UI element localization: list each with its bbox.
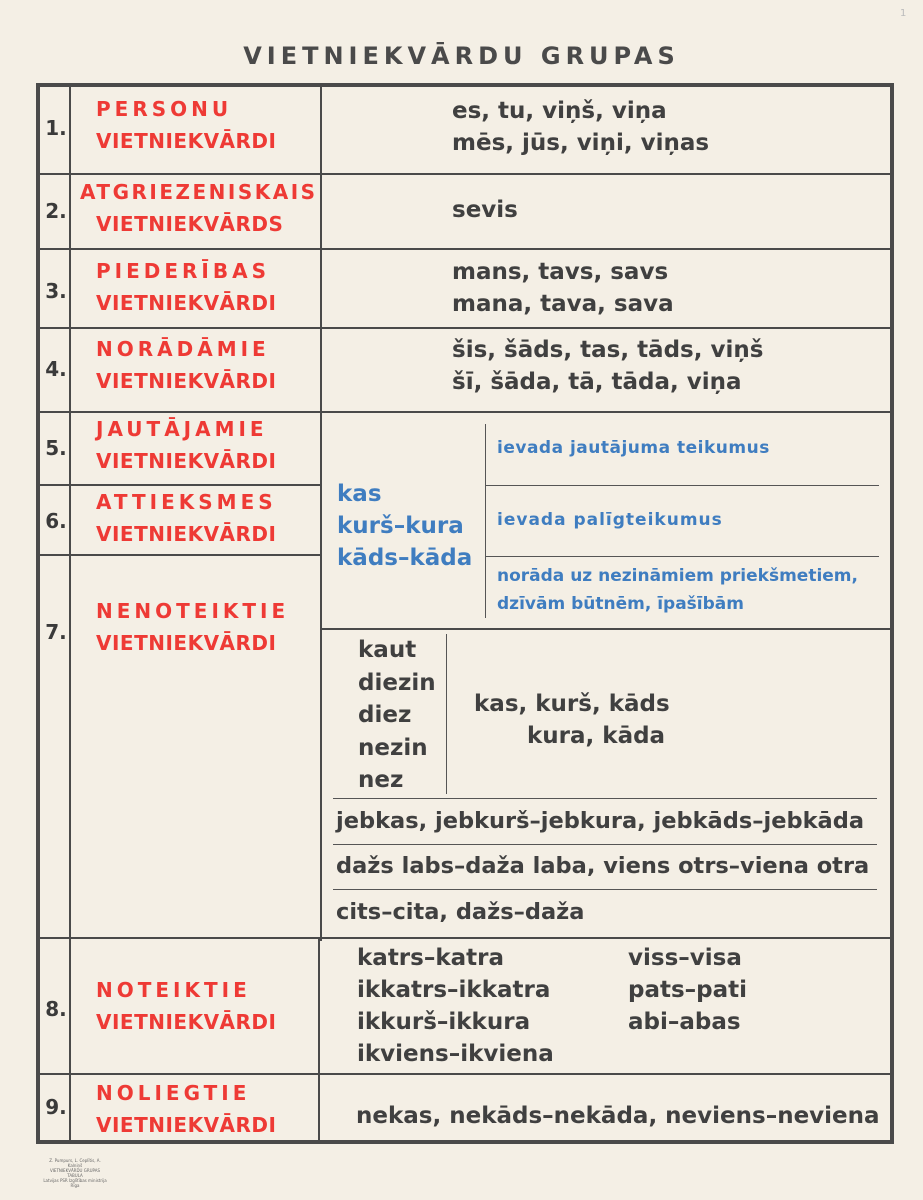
category-type: VIETNIEKVĀRDI	[96, 631, 277, 655]
prefix: nez	[358, 767, 404, 793]
row-number: 7.	[45, 620, 67, 644]
shared-block-bottom	[320, 628, 892, 630]
row-number: 2.	[45, 199, 67, 223]
category-type: VIETNIEKVĀRDS	[96, 212, 284, 236]
category-column-divider-bottom	[318, 939, 320, 1140]
indefinite-separator-1	[333, 798, 877, 799]
definite-word: ikkatrs–ikkatra	[357, 977, 551, 1003]
category-name: NOLIEGTIE	[96, 1081, 251, 1105]
example-line: sevis	[452, 197, 518, 223]
definite-word: ikkurš–ikkura	[357, 1009, 531, 1035]
row-separator-8	[40, 1073, 892, 1075]
row-number: 9.	[45, 1095, 67, 1119]
category-label	[96, 1077, 276, 1141]
category-label	[96, 333, 276, 397]
shared-word: kurš–kura	[337, 513, 464, 539]
footer-line: Z. Pumpurs, L. Ceplītis, A. Kalniņš	[49, 1158, 101, 1168]
category-type: VIETNIEKVĀRDI	[96, 291, 277, 315]
use-relative: ievada palīgteikumus	[497, 510, 723, 530]
category-label	[96, 486, 277, 550]
row-separator-3	[40, 327, 892, 329]
row-separator-2	[40, 248, 892, 250]
category-type: VIETNIEKVĀRDI	[96, 369, 277, 393]
category-name: NORĀDĀMIE	[96, 337, 270, 361]
footer-line: VIETNIEKVĀRDU GRUPAS TABULA	[50, 1168, 100, 1178]
category-name: ATGRIEZENISKAIS	[80, 180, 318, 204]
definite-word: abi–abas	[628, 1009, 741, 1035]
example-line: mēs, jūs, viņi, viņas	[452, 130, 710, 156]
category-label	[96, 93, 276, 157]
row-number: 4.	[45, 357, 67, 381]
prefix: kaut	[358, 637, 417, 663]
number-column-divider	[69, 87, 71, 1140]
category-label	[96, 974, 276, 1038]
category-name: PERSONU	[96, 97, 233, 121]
examples	[452, 334, 763, 398]
row-separator-7	[40, 937, 892, 939]
category-type: VIETNIEKVĀRDI	[96, 129, 277, 153]
definite-word: katrs–katra	[357, 945, 505, 971]
shared-words	[337, 478, 472, 574]
example-line: šis, šāds, tas, tāds, viņš	[452, 337, 764, 363]
category-name: NOTEIKTIE	[96, 978, 251, 1002]
definite-word: pats–pati	[628, 977, 748, 1003]
row-separator-1	[40, 173, 892, 175]
use-interrogative: ievada jautājuma teikumus	[497, 438, 770, 458]
example-line: mans, tavs, savs	[452, 259, 669, 285]
examples	[452, 194, 518, 226]
row-separator-6	[40, 554, 320, 556]
example-line: mana, tava, sava	[452, 291, 674, 317]
row-number: 3.	[45, 279, 67, 303]
shared-word: kāds–kāda	[337, 545, 473, 571]
category-type: VIETNIEKVĀRDI	[96, 1010, 277, 1034]
category-name: ATTIEKSMES	[96, 490, 277, 514]
corner-mark: 1	[900, 8, 907, 19]
example-line: šī, šāda, tā, tāda, viņa	[452, 369, 742, 395]
example-line: nekas, nekāds–nekāda, neviens–neviena	[356, 1103, 880, 1129]
prefix: diez	[358, 702, 412, 728]
prefix-divider	[446, 634, 447, 794]
indefinite-separator-3	[333, 889, 877, 890]
definite-word: viss–visa	[628, 945, 742, 971]
row-number: 8.	[45, 997, 67, 1021]
definite-word: ikviens–ikviena	[357, 1041, 554, 1067]
use-indefinite-2: dzīvām būtnēm, īpašībām	[497, 594, 744, 614]
use-indefinite-1: norāda uz nezināmiem priekšmetiem,	[497, 566, 858, 586]
category-name: JAUTĀJAMIE	[96, 417, 268, 441]
examples	[452, 95, 709, 159]
category-type: VIETNIEKVĀRDI	[96, 1113, 277, 1137]
examples	[452, 256, 674, 320]
page-title: VIETNIEKVĀRDU GRUPAS	[243, 42, 680, 70]
publisher-info	[42, 1158, 108, 1188]
row-number: 5.	[45, 436, 67, 460]
category-label	[80, 176, 318, 240]
category-type: VIETNIEKVĀRDI	[96, 449, 277, 473]
indefinite-base-1: kas, kurš, kāds	[474, 691, 670, 717]
indefinite-separator-2	[333, 844, 877, 845]
category-label	[96, 255, 276, 319]
footer-line: Rīga	[70, 1183, 80, 1188]
category-name: NENOTEIKTIE	[96, 599, 290, 623]
use-separator-2	[485, 556, 879, 557]
definite-left	[357, 942, 554, 1070]
indefinite-line: cits–cita, dažs–daža	[336, 899, 585, 925]
row-number: 6.	[45, 509, 67, 533]
row-number: 1.	[45, 116, 67, 140]
indefinite-base-2: kura, kāda	[527, 723, 666, 749]
category-label	[96, 595, 289, 659]
indefinite-line: jebkas, jebkurš–jebkura, jebkāds–jebkāda	[336, 808, 865, 834]
definite-right	[628, 942, 747, 1038]
example-line: es, tu, viņš, viņa	[452, 98, 667, 124]
indefinite-line: dažs labs–daža laba, viens otrs–viena otra	[336, 853, 870, 879]
examples	[356, 1100, 880, 1132]
category-name: PIEDERĪBAS	[96, 259, 270, 283]
footer-line: Latvijas PSR Izglītības ministrija	[43, 1178, 107, 1183]
category-type: VIETNIEKVĀRDI	[96, 522, 277, 546]
category-label	[96, 413, 276, 477]
category-column-divider-top	[320, 87, 322, 941]
indefinite-prefixes	[358, 634, 436, 797]
shared-word: kas	[337, 481, 382, 507]
use-separator-1	[485, 485, 879, 486]
prefix: nezin	[358, 734, 428, 761]
prefix: diezin	[358, 669, 436, 696]
shared-uses-divider	[485, 424, 486, 618]
